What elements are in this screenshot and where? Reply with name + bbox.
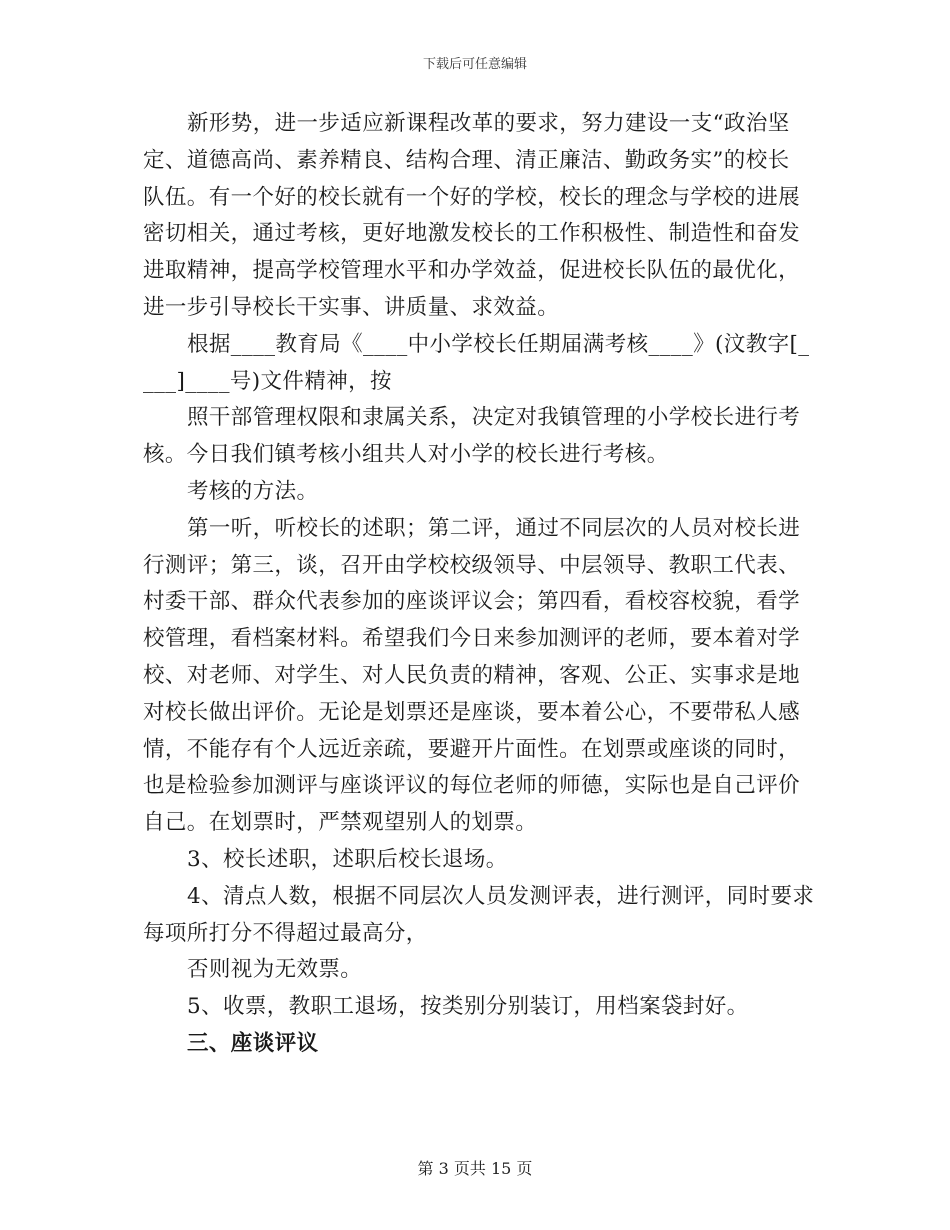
page-footer: 第 3 页共 15 页 <box>417 1159 533 1178</box>
text-line: 定、道德高尚、素养精良、结构合理、清正廉洁、勤政务实”的校长 <box>143 147 790 173</box>
text-line: 情，不能存有个人远近亲疏，要避开片面性。在划票或座谈的同时， <box>143 736 801 762</box>
text-line: 每项所打分不得超过最高分， <box>143 920 428 946</box>
text-line: 校管理，看档案材料。希望我们今日来参加测评的老师，要本着对学 <box>143 626 801 652</box>
text-line: 对校长做出评价。无论是划票还是座谈，要本着公心，不要带私人感 <box>143 699 801 725</box>
text-line: ___]____号)文件精神，按 <box>143 368 392 394</box>
section-heading: 三、座谈评议 <box>187 1030 319 1056</box>
text-line: 校、对老师、对学生、对人民负责的精神，客观、公正、实事求是地 <box>143 662 801 688</box>
text-line: 3、校长述职，述职后校长退场。 <box>187 846 508 872</box>
text-line: 5、收票，教职工退场，按类别分别装订，用档案袋封好。 <box>187 994 749 1020</box>
text-line: 村委干部、群众代表参加的座谈评议会；第四看，看校容校貌，看学 <box>143 589 801 615</box>
document-body <box>143 106 818 1063</box>
text-line: 根据____教育局《____中小学校长任期届满考核____》(汶教字[_ <box>187 331 810 357</box>
text-line: 进取精神，提高学校管理水平和办学效益，促进校长队伍的最优化， <box>143 258 801 284</box>
text-line: 照干部管理权限和隶属关系，决定对我镇管理的小学校长进行考 <box>187 405 801 431</box>
text-line: 自己。在划票时，严禁观望别人的划票。 <box>143 810 538 836</box>
text-line: 密切相关，通过考核，更好地激发校长的工作积极性、制造性和奋发 <box>143 221 801 247</box>
text-line: 行测评；第三，谈，召开由学校校级领导、中层领导、教职工代表、 <box>143 552 801 578</box>
text-line: 第一听，听校长的述职；第二评，通过不同层次的人员对校长进 <box>187 515 801 541</box>
text-line: 4、清点人数，根据不同层次人员发测评表，进行测评，同时要求 <box>187 883 815 909</box>
text-line: 新形势，进一步适应新课程改革的要求，努力建设一支“政治坚 <box>187 111 790 136</box>
text-line: 进一步引导校长干实事、讲质量、求效益。 <box>143 294 560 320</box>
page-header: 下载后可任意编辑 <box>422 57 527 72</box>
text-line: 队伍。有一个好的校长就有一个好的学校，校长的理念与学校的进展 <box>143 184 801 210</box>
text-line: 考核的方法。 <box>187 478 319 504</box>
text-line: 否则视为无效票。 <box>187 957 363 983</box>
text-line: 核。今日我们镇考核小组共人对小学的校长进行考核。 <box>143 442 669 468</box>
text-line: 也是检验参加测评与座谈评议的每位老师的师德，实际也是自己评价 <box>143 773 801 799</box>
